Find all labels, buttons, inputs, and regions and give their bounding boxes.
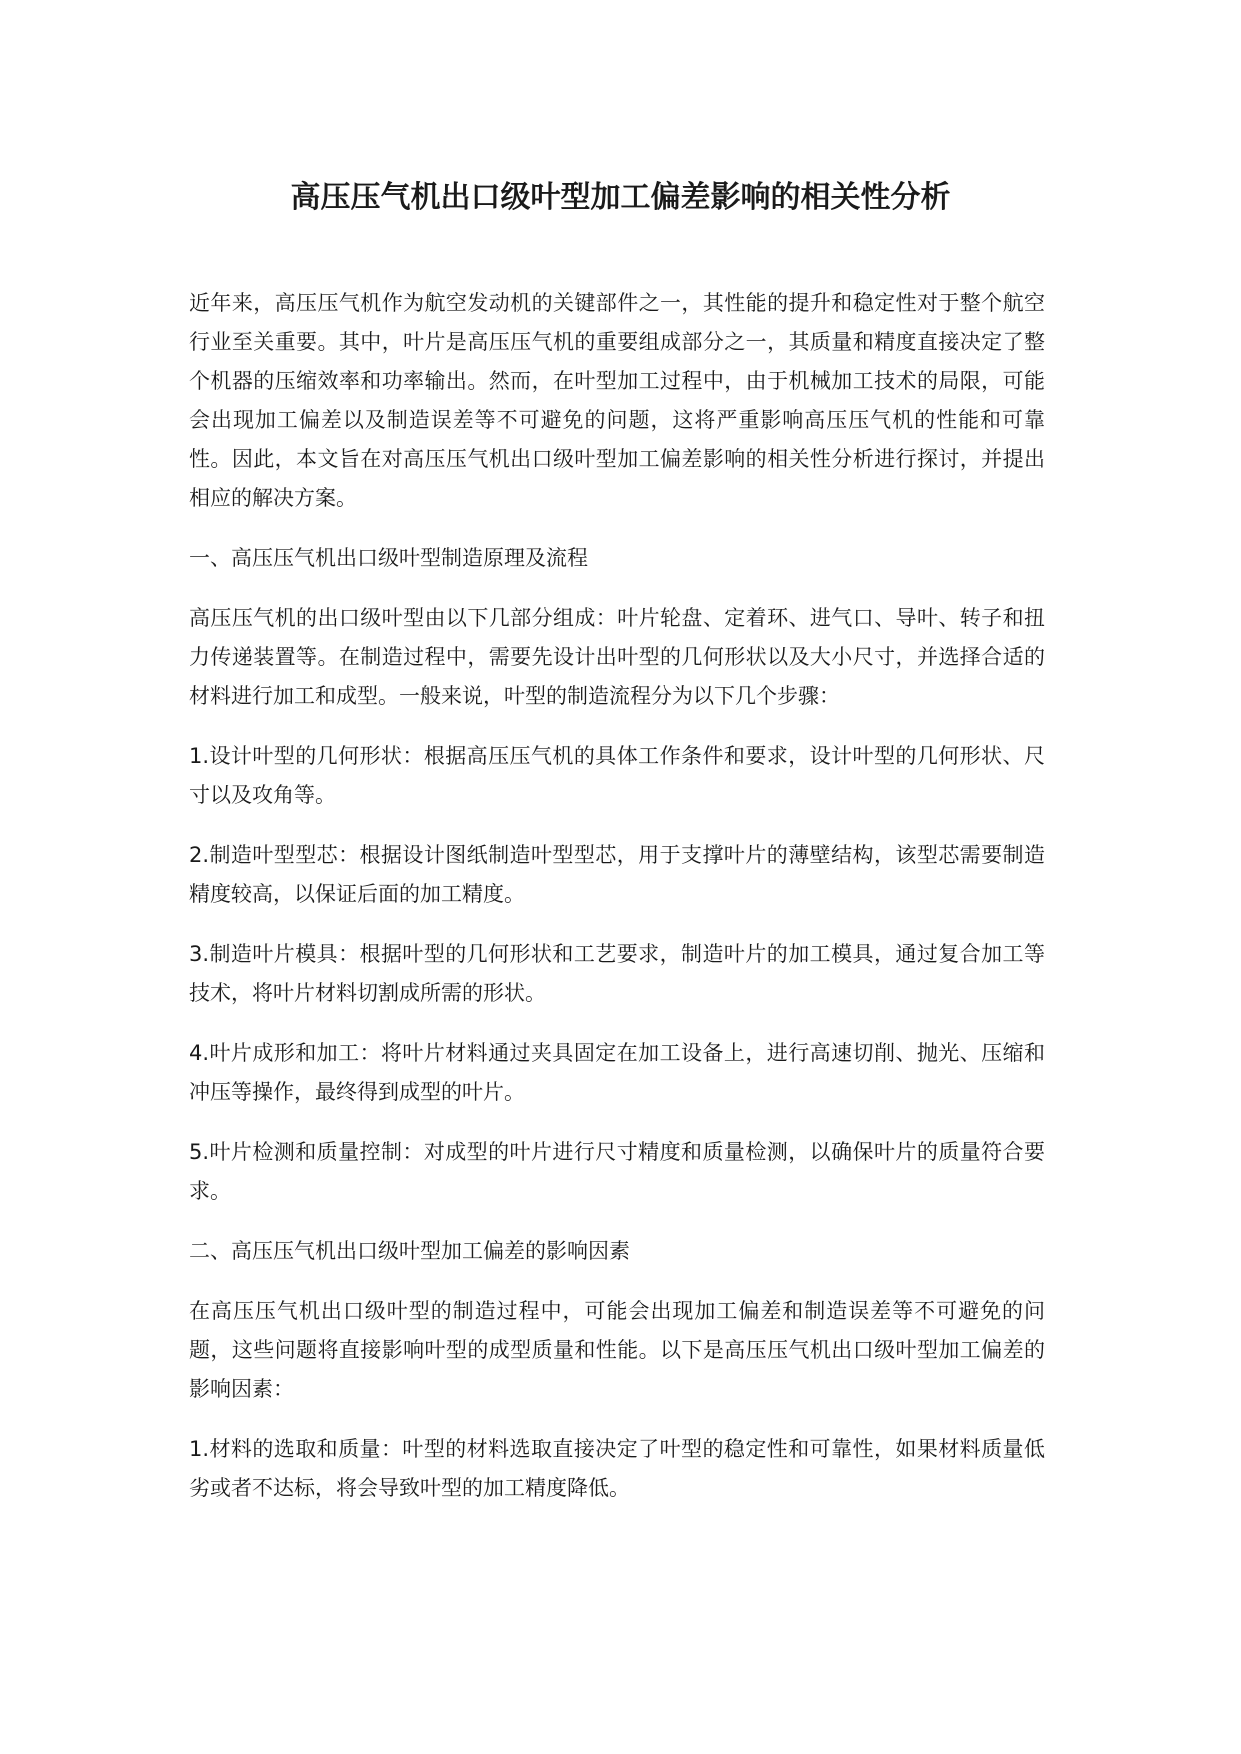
factor-1-paragraph: 1.材料的选取和质量：叶型的材料选取直接决定了叶型的稳定性和可靠性，如果材料质量低劣或者不达标，将会导致叶型的加工精度降低。 (189, 1437, 1045, 1500)
section-heading-2: 二、高压压气机出口级叶型加工偏差的影响因素 (189, 1239, 630, 1263)
document-body (189, 284, 1045, 1529)
section2-paragraph: 在高压压气机出口级叶型的制造过程中，可能会出现加工偏差和制造误差等不可避免的问题，这些问题将直接影响叶型的成型质量和性能。以下是高压压气机出口级叶型加工偏差的影响因素： (189, 1299, 1045, 1401)
intro-paragraph: 近年来，高压压气机作为航空发动机的关键部件之一，其性能的提升和稳定性对于整个航空行业至关重要。其中，叶片是高压压气机的重要组成部分之一，其质量和精度直接决定了整个机器的压缩效率和功率输出。然而，在叶型加工过程中，由于机械加工技术的局限，可能会出现加工偏差以及制造误差等不可避免的问题，这将严重影响高压压气机的性能和可靠性。因此，本文旨在对高压压气机出口级叶型加工偏差影响的相关性分析进行探讨，并提出相应的解决方案。 (189, 291, 1045, 510)
step-2-paragraph: 2.制造叶型型芯：根据设计图纸制造叶型型芯，用于支撑叶片的薄壁结构，该型芯需要制造精度较高，以保证后面的加工精度。 (189, 843, 1045, 906)
section-heading-1: 一、高压压气机出口级叶型制造原理及流程 (189, 546, 588, 570)
step-5-paragraph: 5.叶片检测和质量控制：对成型的叶片进行尺寸精度和质量检测，以确保叶片的质量符合要求。 (189, 1140, 1045, 1203)
document-title: 高压压气机出口级叶型加工偏差影响的相关性分析 (290, 180, 951, 215)
step-1-paragraph: 1.设计叶型的几何形状：根据高压压气机的具体工作条件和要求，设计叶型的几何形状、尺寸以及攻角等。 (189, 744, 1045, 807)
section1-paragraph: 高压压气机的出口级叶型由以下几部分组成：叶片轮盘、定着环、进气口、导叶、转子和扭力传递装置等。在制造过程中，需要先设计出叶型的几何形状以及大小尺寸，并选择合适的材料进行加工和成型。一般来说，叶型的制造流程分为以下几个步骤： (189, 606, 1045, 708)
step-3-paragraph: 3.制造叶片模具：根据叶型的几何形状和工艺要求，制造叶片的加工模具，通过复合加工等技术，将叶片材料切割成所需的形状。 (189, 942, 1045, 1005)
step-4-paragraph: 4.叶片成形和加工：将叶片材料通过夹具固定在加工设备上，进行高速切削、抛光、压缩和冲压等操作，最终得到成型的叶片。 (189, 1041, 1045, 1104)
